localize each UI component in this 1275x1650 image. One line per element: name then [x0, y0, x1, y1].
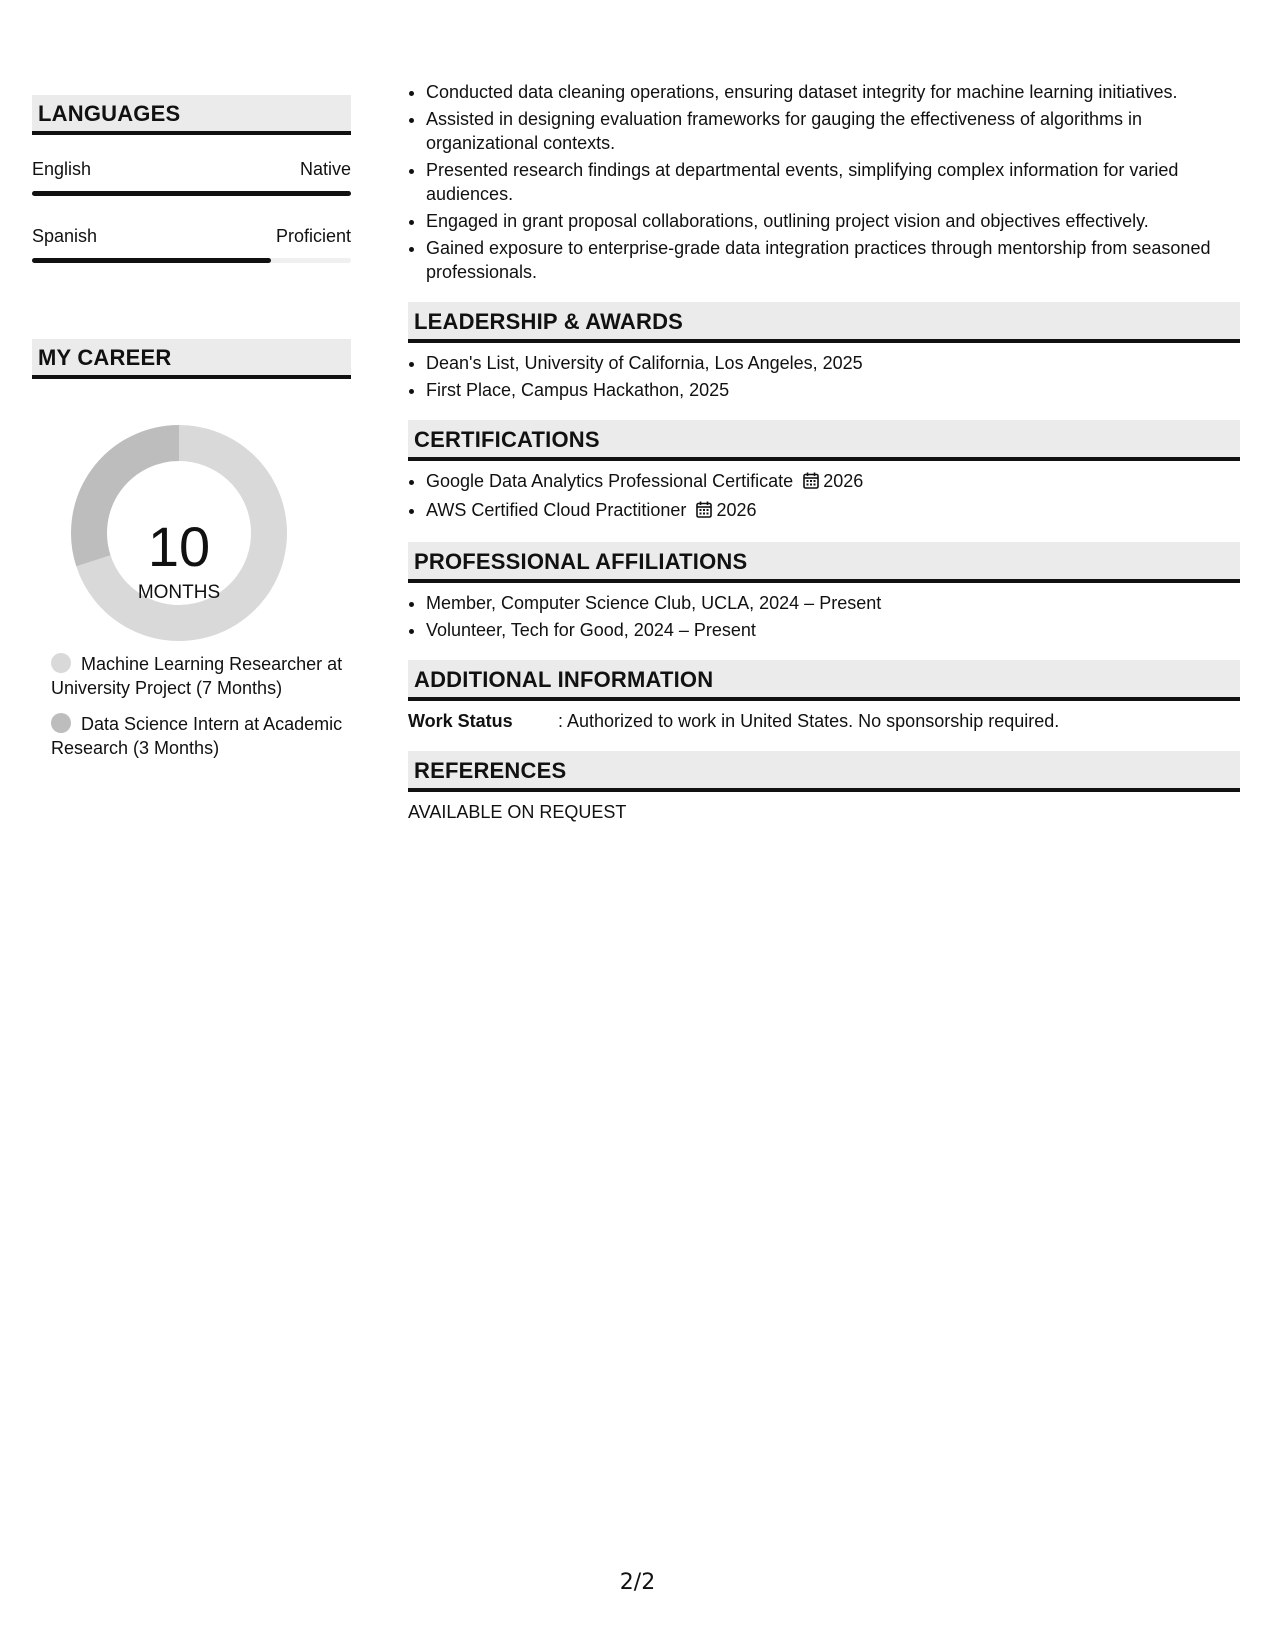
additional-info-heading: ADDITIONAL INFORMATION: [408, 660, 1240, 701]
page-number: 2/2: [619, 1570, 656, 1595]
language-proficiency-bar: [32, 191, 351, 196]
language-spanish: [32, 225, 351, 263]
awards-heading: LEADERSHIP & AWARDS: [408, 302, 1240, 343]
work-status-row: [408, 709, 1240, 733]
affiliations-heading: PROFESSIONAL AFFILIATIONS: [408, 542, 1240, 583]
list-item: • Member, Computer Science Club, UCLA, 2024 – Present: [426, 591, 1240, 615]
list-item: • Engaged in grant proposal collaborations, outlining project vision and objectives effectively.: [426, 209, 1240, 233]
languages-heading: LANGUAGES: [32, 95, 351, 135]
list-item: • Volunteer, Tech for Good, 2024 – Present: [426, 618, 1240, 642]
donut-total-unit: MONTHS: [137, 582, 221, 603]
list-item: • Conducted data cleaning operations, ensuring dataset integrity for machine learning initiatives.: [426, 80, 1240, 104]
language-level: Native: [299, 159, 351, 179]
list-item: • Gained exposure to enterprise-grade data integration practices through mentorship from seasoned professionals.: [426, 236, 1240, 284]
references-text: AVAILABLE ON REQUEST: [408, 802, 627, 822]
career-heading: MY CAREER: [32, 339, 351, 379]
language-proficiency-fill: [32, 191, 351, 196]
language-level: Proficient: [275, 226, 351, 246]
language-proficiency-bar: [32, 258, 351, 263]
calendar-icon: [696, 500, 712, 524]
certification-year: 2026: [823, 471, 864, 491]
legend-swatch: [51, 713, 71, 733]
language-proficiency-fill: [32, 258, 271, 263]
awards-list: [408, 351, 1240, 402]
list-item: • Assisted in designing evaluation frameworks for gauging the effectiveness of algorithms in organizational contexts.: [426, 107, 1240, 155]
legend-label: Machine Learning Researcher at University Project (7 Months): [51, 654, 343, 698]
career-legend: [32, 652, 351, 760]
affiliations-list: [408, 591, 1240, 642]
list-item: [426, 498, 1240, 524]
certifications-list: [408, 469, 1240, 524]
left-column: [32, 95, 351, 772]
work-status-label: Work Status: [408, 711, 513, 731]
career-donut-chart: [32, 418, 351, 668]
certification-name: Google Data Analytics Professional Certificate: [426, 471, 794, 491]
donut-svg: [32, 418, 351, 648]
language-name: English: [32, 159, 92, 179]
calendar-icon: [803, 471, 819, 495]
certification-name: AWS Certified Cloud Practitioner: [426, 500, 687, 520]
certifications-heading: CERTIFICATIONS: [408, 420, 1240, 461]
list-item: • First Place, Campus Hackathon, 2025: [426, 378, 1240, 402]
donut-total-value: 10: [147, 515, 211, 578]
experience-bullet-list: [408, 80, 1240, 284]
language-english: [32, 158, 351, 196]
references-heading: REFERENCES: [408, 751, 1240, 792]
language-name: Spanish: [32, 226, 98, 246]
certification-year: 2026: [716, 500, 757, 520]
list-item: [426, 469, 1240, 495]
list-item: • Dean's List, University of California, Los Angeles, 2025: [426, 351, 1240, 375]
right-column: [408, 80, 1240, 824]
work-status-value: : Authorized to work in United States. No sponsorship required.: [558, 711, 1060, 731]
legend-label: Data Science Intern at Academic Research (3 Months): [51, 714, 343, 758]
list-item: • Presented research findings at departmental events, simplifying complex information for varied audiences.: [426, 158, 1240, 206]
career-legend-item: [51, 712, 351, 760]
